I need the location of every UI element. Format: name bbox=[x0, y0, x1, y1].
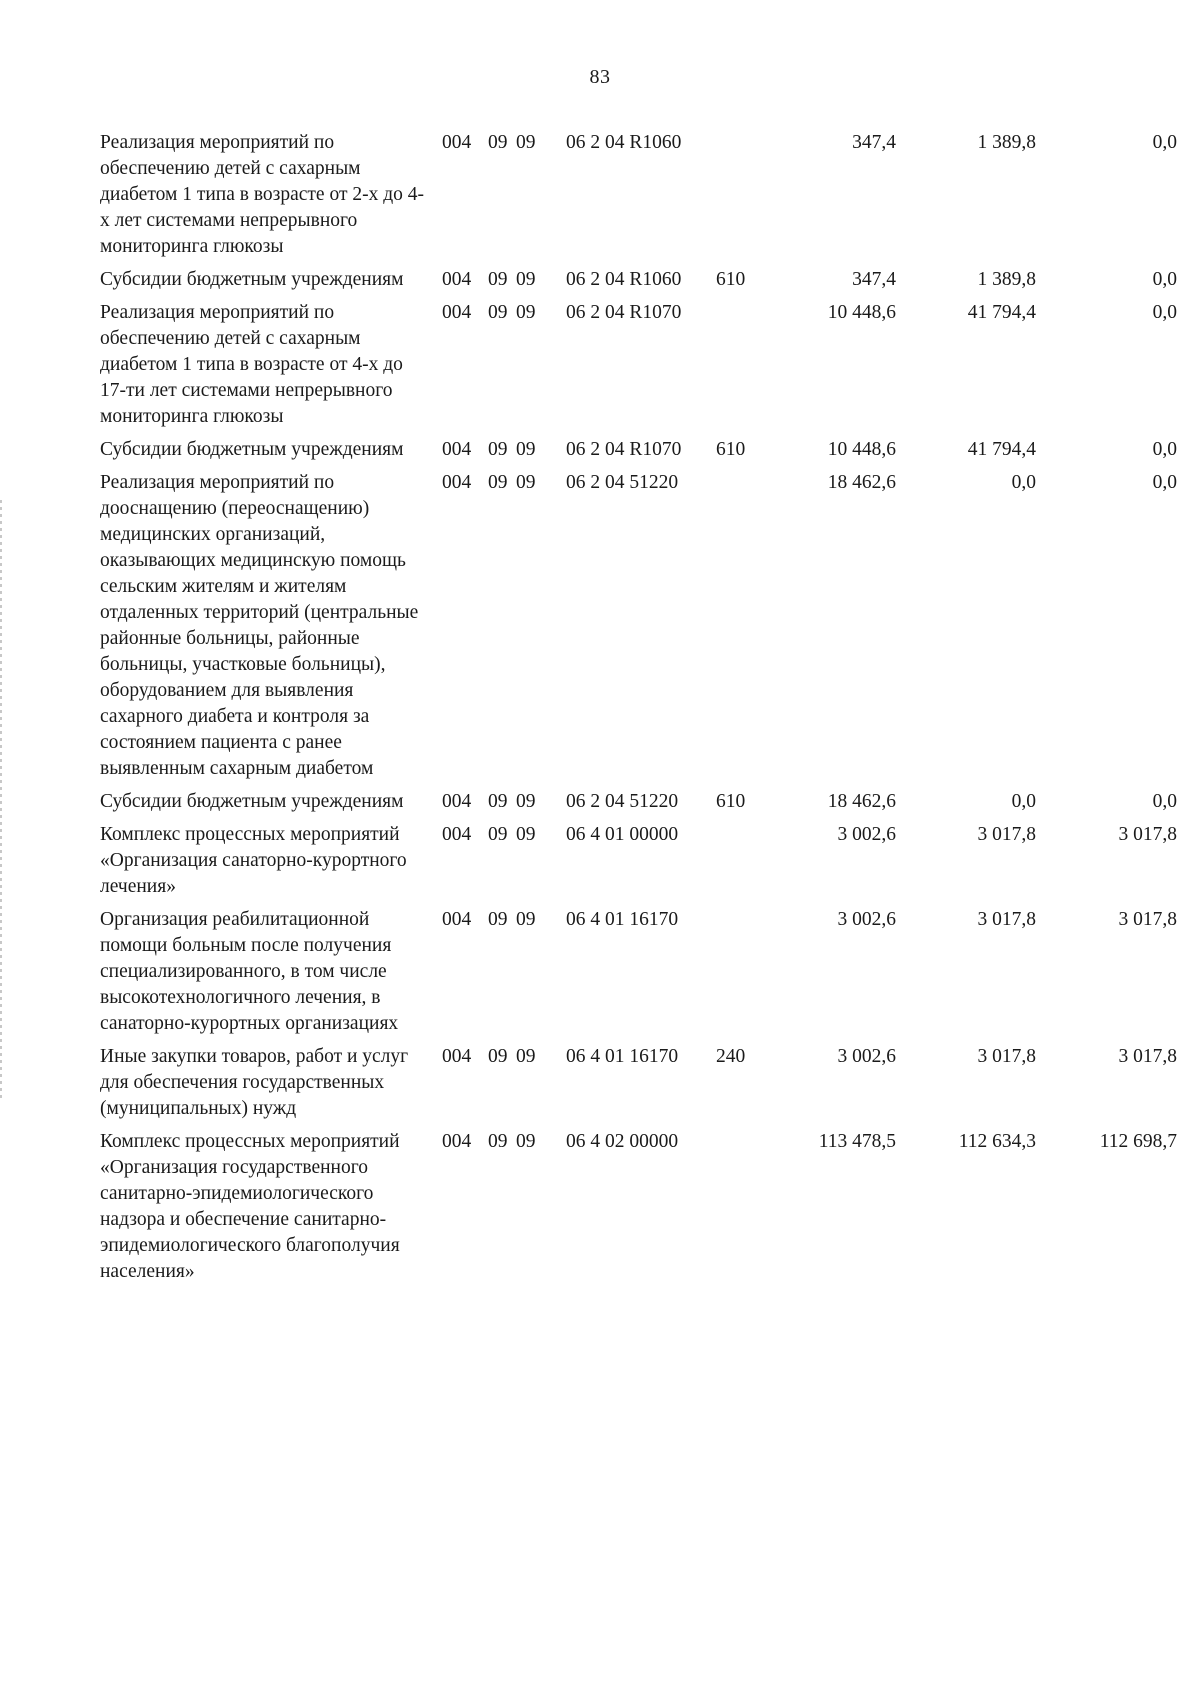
table-row bbox=[100, 437, 1180, 463]
expense-type-code: 610 bbox=[716, 791, 746, 812]
ved-code: 004 bbox=[442, 791, 472, 812]
row-name: Реализация мероприятий по дооснащению (переоснащению) медицинских организаций, оказывающих медицинскую помощь сельским жителям и жителям отдаленных территорий (центральные районные больницы, районные больницы, участковые больницы), оборудованием для выявления сахарного диабета и контроля за состоянием пациента с ранее выявленным сахарным диабетом bbox=[100, 472, 419, 779]
amount-year-1: 3 002,6 bbox=[837, 909, 896, 930]
subsection-code: 09 bbox=[516, 472, 536, 493]
amount-year-3: 0,0 bbox=[1152, 791, 1177, 812]
amount-year-1: 10 448,6 bbox=[827, 302, 896, 323]
amount-year-3: 3 017,8 bbox=[1118, 1046, 1177, 1067]
row-name: Реализация мероприятий по обеспечению детей с сахарным диабетом 1 типа в возрасте от 4-х до 17-ти лет системами непрерывного мониторинга глюкозы bbox=[100, 302, 403, 427]
subsection-code: 09 bbox=[516, 824, 536, 845]
row-name: Организация реабилитационной помощи больным после получения специализированного, в том числе высокотехнологичного лечения, в санаторно-курортных организациях bbox=[100, 909, 399, 1034]
amount-year-3: 0,0 bbox=[1152, 472, 1177, 493]
amount-year-3: 0,0 bbox=[1152, 269, 1177, 290]
amount-year-3: 0,0 bbox=[1152, 302, 1177, 323]
table-row bbox=[100, 470, 1180, 782]
row-name: Субсидии бюджетным учреждениям bbox=[100, 791, 404, 812]
section-code: 09 bbox=[488, 909, 508, 930]
section-code: 09 bbox=[488, 132, 508, 153]
amount-year-2: 3 017,8 bbox=[977, 1046, 1036, 1067]
section-code: 09 bbox=[488, 472, 508, 493]
amount-year-3: 3 017,8 bbox=[1118, 909, 1177, 930]
ved-code: 004 bbox=[442, 909, 472, 930]
ved-code: 004 bbox=[442, 132, 472, 153]
amount-year-1: 347,4 bbox=[852, 269, 896, 290]
subsection-code: 09 bbox=[516, 791, 536, 812]
row-name: Реализация мероприятий по обеспечению детей с сахарным диабетом 1 типа в возрасте от 2-х до 4-х лет системами непрерывного мониторинга глюкозы bbox=[100, 132, 425, 257]
subsection-code: 09 bbox=[516, 1046, 536, 1067]
table-row bbox=[100, 789, 1180, 815]
target-article-code: 06 4 02 00000 bbox=[566, 1131, 679, 1152]
target-article-code: 06 4 01 00000 bbox=[566, 824, 679, 845]
amount-year-2: 1 389,8 bbox=[977, 269, 1036, 290]
subsection-code: 09 bbox=[516, 1131, 536, 1152]
subsection-code: 09 bbox=[516, 439, 536, 460]
ved-code: 004 bbox=[442, 1131, 472, 1152]
amount-year-2: 41 794,4 bbox=[967, 302, 1036, 323]
target-article-code: 06 4 01 16170 bbox=[566, 909, 679, 930]
table-row bbox=[100, 267, 1180, 293]
table-row bbox=[100, 1044, 1180, 1122]
expense-type-code: 610 bbox=[716, 269, 746, 290]
expense-type-code: 610 bbox=[716, 439, 746, 460]
amount-year-1: 3 002,6 bbox=[837, 824, 896, 845]
target-article-code: 06 2 04 R1060 bbox=[566, 269, 682, 290]
table-row bbox=[100, 130, 1180, 260]
section-code: 09 bbox=[488, 439, 508, 460]
page-number: 83 bbox=[589, 66, 611, 88]
row-name: Комплекс процессных мероприятий «Организация государственного санитарно-эпидемиологического надзора и обеспечение санитарно-эпидемиологического благополучия населения» bbox=[100, 1131, 400, 1282]
section-code: 09 bbox=[488, 1131, 508, 1152]
section-code: 09 bbox=[488, 302, 508, 323]
budget-table bbox=[100, 130, 1180, 1292]
section-code: 09 bbox=[488, 269, 508, 290]
subsection-code: 09 bbox=[516, 269, 536, 290]
scan-edge-artifact bbox=[0, 500, 2, 1100]
subsection-code: 09 bbox=[516, 302, 536, 323]
target-article-code: 06 2 04 51220 bbox=[566, 791, 679, 812]
ved-code: 004 bbox=[442, 472, 472, 493]
amount-year-3: 3 017,8 bbox=[1118, 824, 1177, 845]
amount-year-1: 18 462,6 bbox=[827, 791, 896, 812]
amount-year-2: 41 794,4 bbox=[967, 439, 1036, 460]
target-article-code: 06 2 04 51220 bbox=[566, 472, 679, 493]
table-row bbox=[100, 822, 1180, 900]
amount-year-2: 3 017,8 bbox=[977, 909, 1036, 930]
table-row bbox=[100, 907, 1180, 1037]
row-name: Комплекс процессных мероприятий «Организация санаторно-курортного лечения» bbox=[100, 824, 407, 897]
section-code: 09 bbox=[488, 1046, 508, 1067]
target-article-code: 06 2 04 R1060 bbox=[566, 132, 682, 153]
target-article-code: 06 2 04 R1070 bbox=[566, 439, 682, 460]
ved-code: 004 bbox=[442, 824, 472, 845]
amount-year-1: 10 448,6 bbox=[827, 439, 896, 460]
ved-code: 004 bbox=[442, 1046, 472, 1067]
table-row bbox=[100, 300, 1180, 430]
amount-year-1: 3 002,6 bbox=[837, 1046, 896, 1067]
amount-year-2: 0,0 bbox=[1011, 791, 1036, 812]
amount-year-2: 1 389,8 bbox=[977, 132, 1036, 153]
amount-year-2: 3 017,8 bbox=[977, 824, 1036, 845]
amount-year-1: 347,4 bbox=[852, 132, 896, 153]
amount-year-3: 0,0 bbox=[1152, 132, 1177, 153]
section-code: 09 bbox=[488, 824, 508, 845]
section-code: 09 bbox=[488, 791, 508, 812]
row-name: Субсидии бюджетным учреждениям bbox=[100, 439, 404, 460]
target-article-code: 06 2 04 R1070 bbox=[566, 302, 682, 323]
amount-year-3: 112 698,7 bbox=[1099, 1131, 1177, 1152]
row-name: Субсидии бюджетным учреждениям bbox=[100, 269, 404, 290]
ved-code: 004 bbox=[442, 439, 472, 460]
amount-year-2: 0,0 bbox=[1011, 472, 1036, 493]
amount-year-2: 112 634,3 bbox=[958, 1131, 1036, 1152]
target-article-code: 06 4 01 16170 bbox=[566, 1046, 679, 1067]
ved-code: 004 bbox=[442, 302, 472, 323]
expense-type-code: 240 bbox=[716, 1046, 746, 1067]
ved-code: 004 bbox=[442, 269, 472, 290]
amount-year-1: 18 462,6 bbox=[827, 472, 896, 493]
table-row bbox=[100, 1129, 1180, 1285]
subsection-code: 09 bbox=[516, 909, 536, 930]
subsection-code: 09 bbox=[516, 132, 536, 153]
amount-year-3: 0,0 bbox=[1152, 439, 1177, 460]
row-name: Иные закупки товаров, работ и услуг для обеспечения государственных (муниципальных) нужд bbox=[100, 1046, 409, 1119]
amount-year-1: 113 478,5 bbox=[818, 1131, 896, 1152]
